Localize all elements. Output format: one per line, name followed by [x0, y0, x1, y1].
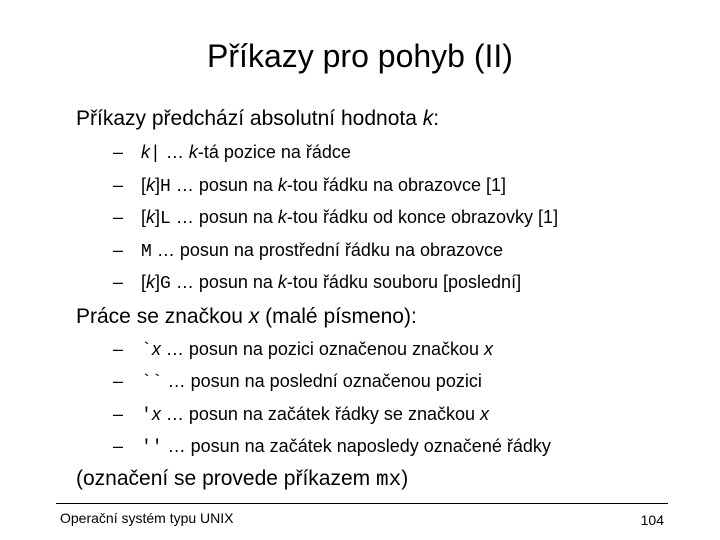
dash-marker: – [113, 239, 124, 260]
list-item [113, 334, 706, 367]
item-desc: … posun na začátek řádky se značkou [160, 403, 480, 424]
item-bracket: [ [141, 272, 147, 292]
item-command: `` [141, 373, 163, 393]
dash-marker: – [113, 142, 124, 162]
item-var: k [141, 142, 150, 162]
bullet-var: k [422, 107, 434, 130]
item-desc: -tá pozice na řádce [197, 142, 351, 162]
item-var: k [146, 207, 156, 227]
list-item [113, 267, 706, 300]
bullet-text: Příkazy předchází absolutní hodnota [76, 107, 423, 130]
bullet-mark-note [76, 464, 706, 496]
item-sep: … posun na [170, 272, 278, 292]
item-command: L [160, 209, 171, 229]
item-bracket: ] [155, 174, 161, 195]
item-bracket: [ [141, 207, 147, 227]
bullet-text-rest: (malé písmeno): [259, 304, 417, 328]
slide-title: Příkazy pro pohyb (II) [207, 38, 513, 74]
item-desc: … posun na poslední označenou pozici [162, 371, 482, 391]
item-var: k [277, 207, 287, 227]
item-var: k [188, 142, 198, 162]
item-desc: -tou řádku souboru [poslední] [286, 272, 522, 292]
dash-marker: – [113, 174, 124, 195]
item-var: x [151, 403, 161, 424]
item-bracket: [ [141, 174, 147, 195]
item-sep: … [160, 142, 189, 162]
dash-marker: – [113, 207, 124, 227]
item-command: ` [141, 340, 152, 361]
item-var: x [480, 403, 489, 424]
item-desc: -tou řádku na obrazovce [1] [286, 174, 507, 195]
bullet-marks [76, 302, 706, 332]
item-var: x [151, 338, 161, 359]
dash-marker: – [113, 403, 124, 424]
item-var: x [484, 338, 494, 359]
slide-content [76, 104, 706, 496]
dash-marker: – [113, 436, 124, 456]
bullet-colon: : [433, 107, 440, 130]
dash-marker: – [113, 371, 124, 391]
item-var: k [277, 174, 287, 195]
list-item [113, 235, 706, 268]
item-command: ' [141, 405, 152, 426]
sublist-movement-commands [113, 137, 706, 300]
item-command: | [150, 144, 161, 164]
item-var: k [146, 174, 156, 195]
item-var: k [277, 272, 287, 292]
list-item [113, 202, 706, 235]
bullet-text: Práce se značkou [76, 304, 249, 328]
item-sep: … posun na [170, 174, 278, 195]
item-command: M [141, 241, 152, 262]
item-bracket: ] [155, 207, 161, 227]
bullet-var: x [248, 304, 260, 328]
footer-page-number: 104 [640, 512, 664, 528]
item-command: H [160, 176, 171, 197]
item-desc: … posun na prostřední řádku na obrazovce [151, 239, 504, 260]
bullet-text: (označení se provede příkazem [76, 466, 376, 490]
item-sep: … posun na [170, 207, 278, 227]
footer-course-title: Operační systém typu UNIX [60, 510, 234, 526]
item-desc: -tou řádku od konce obrazovky [1] [286, 207, 559, 227]
dash-marker: – [113, 272, 124, 292]
bullet-command: mx [376, 468, 402, 492]
bullet-absolute-value [76, 104, 706, 134]
item-command: G [160, 274, 171, 294]
sublist-mark-commands [113, 334, 706, 464]
list-item [113, 170, 706, 203]
item-var: k [146, 272, 156, 292]
list-item [113, 137, 706, 170]
item-desc: … posun na začátek naposledy označené řádky [162, 436, 551, 456]
item-desc: … posun na pozici označenou značkou [160, 338, 485, 359]
footer-divider [56, 503, 668, 504]
list-item [113, 366, 706, 399]
bullet-close: ) [401, 466, 409, 490]
list-item [113, 431, 706, 464]
item-command: '' [141, 438, 163, 458]
item-bracket: ] [155, 272, 161, 292]
dash-marker: – [113, 338, 124, 359]
list-item [113, 399, 706, 432]
